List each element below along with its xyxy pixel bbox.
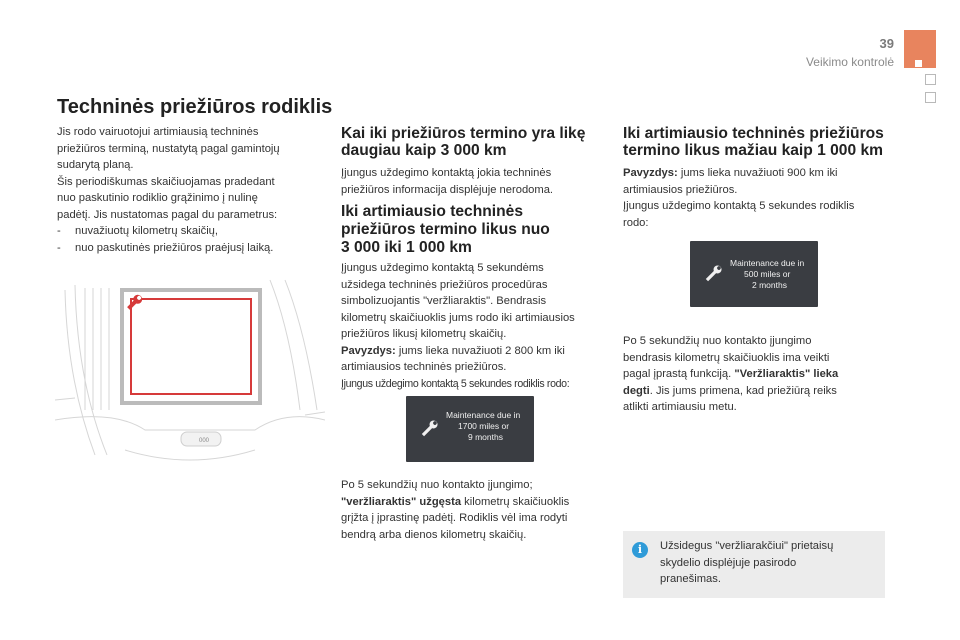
text-line: artimiausios techninės priežiūros.: [341, 361, 507, 373]
text-line: [623, 383, 893, 400]
text-line: pranešimas.: [660, 573, 721, 585]
page-number: 39: [879, 36, 894, 51]
text-line: priežiūros likusį kilometrų skaičių.: [341, 328, 507, 340]
intro-text: [57, 124, 327, 256]
tab-box-1[interactable]: [925, 74, 936, 85]
intro-line: priežiūros terminą, nustatytą pagal gamintojų: [57, 142, 280, 155]
tab-marker: [915, 60, 922, 67]
heading-line: priežiūros termino likus nuo: [341, 221, 550, 238]
text-line: grįžta į įprastinę padėtį. Rodiklis vėl ima rodyti: [341, 512, 568, 524]
intro-line: padėtį. Jis nustatomas pagal du parametrus:: [57, 208, 278, 221]
text-line: priežiūros informacija displėjuje nerodoma.: [341, 183, 554, 196]
example-900-text: [623, 165, 893, 231]
intro-line: Šis periodiškumas skaičiuojamas pradedant: [57, 175, 275, 188]
display-line: 500 miles or: [744, 269, 791, 279]
text-line: Įjungus uždegimo kontaktą 5 sekundes rodiklis rodo:: [341, 377, 570, 390]
text-line: bendrą arba dienos kilometrų skaičių.: [341, 528, 527, 541]
bullet-dash: -: [57, 241, 61, 254]
page-title: Techninės priežiūros rodiklis: [57, 96, 333, 118]
section-title: Veikimo kontrolė: [805, 55, 894, 69]
example-line: [341, 343, 616, 360]
heading-line: Iki artimiausio techninės: [341, 203, 523, 220]
text-line: Po 5 sekundžių nuo kontakto įjungimo: [623, 335, 812, 347]
heading-line: Iki artimiausio techninės priežiūros: [623, 125, 884, 142]
display-line: Maintenance due in: [730, 258, 805, 268]
heading-line: termino likus mažiau kaip 1 000 km: [623, 142, 884, 159]
text-line: Po 5 sekundžių nuo kontakto įjungimo;: [341, 479, 533, 491]
heading-over-3000: [341, 125, 611, 159]
odometer-text: 000: [199, 438, 210, 444]
bullet-text: nuvažiuotų kilometrų skaičių,: [75, 225, 219, 237]
info-icon: i: [632, 542, 648, 558]
heading-line: 3 000 iki 1 000 km: [341, 239, 472, 256]
bullet-text: nuo paskutinės priežiūros praėjusį laiką.: [75, 241, 274, 254]
text-line: Įjungus uždegimo kontaktą 5 sekundėms: [341, 262, 544, 274]
intro-line: nuo paskutinio rodiklio grąžinimo į nulinę: [57, 192, 258, 204]
text-line: skydelio displėjuje pasirodo: [660, 556, 797, 569]
heading-under-1000: [623, 125, 923, 159]
display-line: 9 months: [468, 432, 503, 442]
display-line: Maintenance due in: [446, 410, 521, 420]
maintenance-display-1700: [406, 396, 534, 462]
instrument-cluster-illustration: [55, 270, 325, 470]
after-5s-text: [341, 477, 616, 543]
wrench-icon: [418, 416, 442, 440]
display-line: 2 months: [752, 280, 787, 290]
text-rest: . Jis jums primena, kad priežiūrą reiks: [649, 384, 837, 397]
bold-text: degti: [623, 384, 650, 397]
heading-line: daugiau kaip 3 000 km: [341, 142, 507, 159]
example-text: jums lieka nuvažiuoti 900 km iki: [677, 167, 838, 179]
text-line: simbolizuojantis "veržliaraktis". Bendrasis: [341, 295, 547, 307]
text-line: kilometrų skaičiuoklis jums rodo iki artimiausios: [341, 311, 575, 324]
example-label: Pavyzdys:: [623, 167, 678, 179]
heading-line: Kai iki priežiūros termino yra likę: [341, 125, 586, 142]
text-line: Įjungus uždegimo kontaktą 5 sekundes rodiklis: [623, 200, 855, 212]
wrench-procedure-text: [341, 260, 616, 392]
example-text: jums lieka nuvažiuoti 2 800 km iki: [395, 344, 565, 357]
text-line: užsidega techninės priežiūros procedūras: [341, 278, 548, 291]
bullet-item: [57, 223, 327, 240]
heading-3000-1000: [341, 203, 611, 257]
tab-box-2[interactable]: [925, 92, 936, 103]
bold-text: "Veržliaraktis" lieka: [734, 368, 839, 380]
no-info-text: [341, 165, 611, 198]
text-pre: pagal įprastą funkciją.: [623, 368, 735, 380]
bullet-dash: -: [57, 225, 61, 237]
text-line: Įjungus uždegimo kontaktą jokia techninės: [341, 167, 552, 179]
display-line: 1700 miles or: [458, 421, 510, 431]
text-rest: kilometrų skaičiuoklis: [461, 495, 570, 508]
text-line: [341, 494, 616, 511]
intro-line: sudarytą planą.: [57, 159, 134, 171]
bold-text: "veržliaraktis" užgęsta: [341, 495, 462, 508]
text-line: [623, 366, 893, 383]
info-text: [660, 538, 880, 588]
intro-line: Jis rodo vairuotojui artimiausią techninės: [57, 126, 259, 138]
text-line: bendrasis kilometrų skaičiuoklis ima veikti: [623, 351, 830, 364]
text-line: atlikti artimiausiu metu.: [623, 401, 737, 413]
bullet-item: [57, 240, 327, 257]
example-label: Pavyzdys:: [341, 344, 396, 357]
wrench-icon: [702, 261, 726, 285]
text-line: artimiausios priežiūros.: [623, 183, 738, 196]
text-line: rodo:: [623, 216, 649, 229]
example-line: [623, 165, 893, 182]
maintenance-display-500: [690, 241, 818, 307]
text-line: Užsidegus "veržliarakčiui" prietaisų: [660, 540, 834, 552]
wrench-stays-text: [623, 333, 893, 416]
